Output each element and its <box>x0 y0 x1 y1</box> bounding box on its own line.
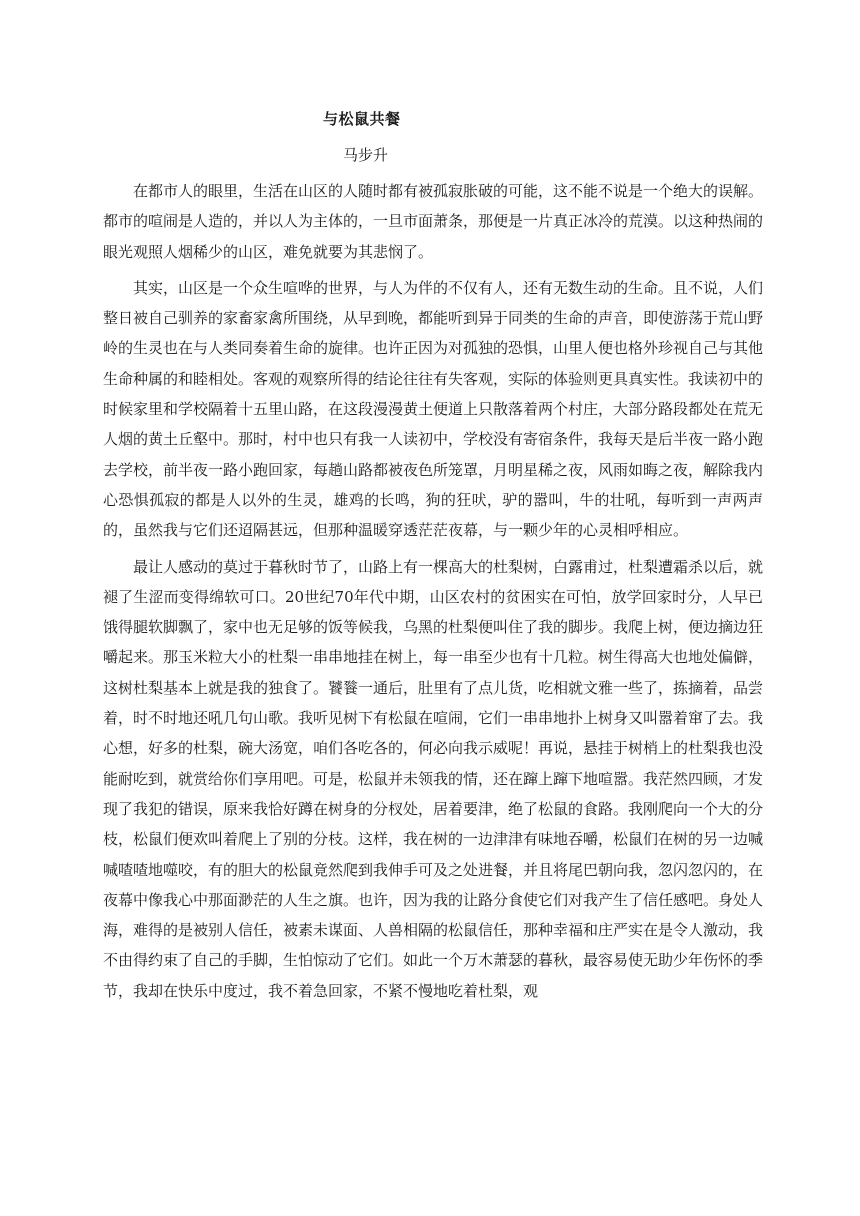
document-body <box>103 176 763 1006</box>
paragraph-2: 其实，山区是一个众生喧哗的世界，与人为伴的不仅有人，还有无数生动的生命。且不说，人们整日被自己驯养的家畜家禽所围绕，从早到晚，都能听到异于同类的生命的声音，即使游荡于荒山野岭的生灵也在与人类同奏着生命的旋律。也许正因为对孤独的恐惧，山里人便也格外珍视自己与其他生命种属的和睦相处。客观的观察所得的结论往往有失客观，实际的体验则更具真实性。我读初中的时候家里和学校隔着十五里山路，在这段漫漫黄土便道上只散落着两个村庄，大部分路段都处在荒无人烟的黄土丘壑中。那时，村中也只有我一人读初中，学校没有寄宿条件，我每天是后半夜一路小跑去学校，前半夜一路小跑回家，每趟山路都被夜色所笼罩，月明星稀之夜，风雨如晦之夜，解除我内心恐惧孤寂的都是人以外的生灵，雄鸡的长鸣，狗的狂吠，驴的嚣叫，牛的壮吼，每听到一声两声的，虽然我与它们还迢隔甚远，但那种温暖穿透茫茫夜幕，与一颗少年的心灵相呼相应。 <box>103 278 764 540</box>
paragraph-3: 最让人感动的莫过于暮秋时节了，山路上有一棵高大的杜梨树，白露甫过，杜梨遭霜杀以后，就褪了生涩而变得绵软可口。20世纪70年代中期，山区农村的贫困实在可怕，放学回家时分，人早已饿得腿软脚飘了，家中也无足够的饭等候我，乌黑的杜梨便叫住了我的脚步。我爬上树，便边摘边狂嚼起来。那玉米粒大小的杜梨一串串地挂在树上，每一串至少也有十几粒。树生得高大也地处偏僻，这树杜梨基本上就是我的独食了。饕餮一通后，肚里有了点儿货，吃相就文雅一些了，拣摘着，品尝着，时不时地还吼几句山歌。我听见树下有松鼠在喧闹，它们一串串地扑上树身又叫嚣着窜了去。我心想，好多的杜梨，碗大汤宽，咱们各吃各的，何必向我示威呢！再说，悬挂于树梢上的杜梨我也没能耐吃到，就赏给你们享用吧。可是，松鼠并未领我的情，还在蹿上蹿下地喧嚣。我茫然四顾，才发现了我犯的错误，原来我恰好蹲在树身的分杈处，居着要津，绝了松鼠的食路。我刚爬向一个大的分枝，松鼠们便欢叫着爬上了别的分枝。这样，我在树的一边津津有味地吞嚼，松鼠们在树的另一边喊喊喳喳地噬咬，有的胆大的松鼠竟然爬到我伸手可及之处进餐，并且将尾巴朝向我，忽闪忽闪的，在夜幕中像我心中那面渺茫的人生之旗。也许，因为我的让路分食使它们对我产生了信任感吧。身处人海，难得的是被别人信任，被素未谋面、人兽相隔的松鼠信任，那种幸福和庄严实在是令人激动，我不由得约束了自己的手脚，生怕惊动了它们。如此一个万木萧瑟的暮秋，最容易使无助少年伤怀的季节，我却在快乐中度过，我不着急回家，不紧不慢地吃着杜梨，观 <box>103 557 764 1000</box>
document-author: 马步升 <box>343 146 389 164</box>
paragraph-1: 在都市人的眼里，生活在山区的人随时都有被孤寂胀破的可能，这不能不说是一个绝大的误解。都市的喧闹是人造的，并以人为主体的，一旦市面萧条，那便是一片真正冰冷的荒漠。以这种热闹的眼光观照人烟稀少的山区，难免就要为其悲悯了。 <box>103 182 764 261</box>
document-title: 与松鼠共餐 <box>323 110 401 128</box>
